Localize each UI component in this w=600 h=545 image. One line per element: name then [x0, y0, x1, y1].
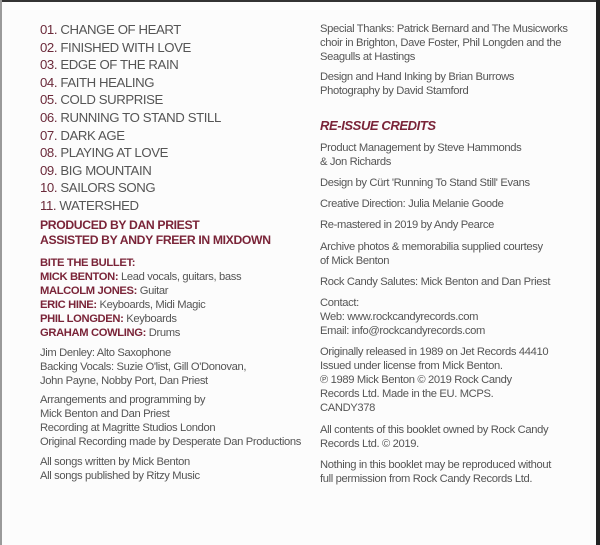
songwriting-credits — [40, 455, 200, 483]
track-number: 03. — [40, 57, 58, 73]
text-line: Issued under license from Mick Benton. — [320, 360, 503, 372]
special-thanks — [320, 22, 568, 64]
text-line: Photography by David Stamford — [320, 85, 469, 97]
track-number: 07. — [40, 127, 58, 143]
track-item — [40, 109, 221, 127]
member-name: ERIC HINE: — [40, 299, 97, 311]
track-item — [40, 179, 221, 197]
track-number: 09. — [40, 162, 58, 178]
guest-musicians — [40, 346, 246, 388]
text-line: All songs published by Ritzy Music — [40, 470, 200, 482]
member-role: Drums — [146, 327, 180, 339]
text-line: Design and Hand Inking by Brian Burrows — [320, 71, 515, 83]
track-title: EDGE OF THE RAIN — [60, 57, 179, 73]
member-name: MALCOLM JONES: — [40, 285, 138, 297]
track-number: 10. — [40, 180, 58, 196]
ownership-notice — [320, 423, 548, 451]
track-title: BIG MOUNTAIN — [60, 162, 152, 178]
track-title: WATERSHED — [59, 197, 139, 213]
track-item — [40, 74, 221, 92]
track-item — [40, 127, 221, 145]
track-title: PLAYING AT LOVE — [60, 145, 169, 161]
member-name: PHIL LONGDEN: — [40, 313, 124, 325]
track-item — [40, 197, 221, 215]
design-credits — [320, 70, 514, 98]
text-line: All songs written by Mick Benton — [40, 456, 190, 468]
text-line: All contents of this booklet owned by Rock Candy — [320, 424, 549, 436]
track-title: COLD SURPRISE — [60, 92, 163, 108]
track-item — [40, 56, 221, 74]
product-management — [320, 141, 521, 169]
text-line: Seagulls at Hastings — [320, 51, 415, 63]
track-number: 04. — [40, 74, 58, 90]
producer-line: PRODUCED BY DAN PRIEST — [40, 218, 200, 232]
track-number: 11. — [40, 197, 57, 213]
scan-edge-right — [596, 0, 600, 545]
track-item — [40, 39, 221, 57]
text-line: Jim Denley: Alto Saxophone — [40, 347, 171, 359]
track-item — [40, 21, 221, 39]
text-line: Backing Vocals: Suzie O'list, Gill O'Donovan, — [40, 361, 247, 373]
band-lineup — [40, 256, 241, 340]
track-number: 01. — [40, 22, 58, 37]
track-item — [40, 91, 221, 109]
track-number: 05. — [40, 92, 58, 108]
track-title: DARK AGE — [60, 127, 125, 143]
text-line: Originally released in 1989 on Jet Records 44410 — [320, 346, 549, 358]
member-role: Lead vocals, guitars, bass — [118, 271, 242, 283]
member-line — [40, 326, 241, 340]
email-link[interactable]: Email: info@rockcandyrecords.com — [320, 325, 485, 337]
text-line: Nothing in this booklet may be reproduced without — [320, 459, 551, 471]
member-line — [40, 270, 241, 284]
track-item — [40, 162, 221, 180]
text-line: Original Recording made by Desperate Dan Productions — [40, 436, 302, 448]
text-line: John Payne, Nobby Port, Dan Priest — [40, 375, 208, 387]
track-title: CHANGE OF HEART — [60, 22, 181, 37]
salutes-line: Rock Candy Salutes: Mick Benton and Dan Priest — [320, 276, 551, 288]
text-line: Records Ltd. © 2019. — [320, 438, 419, 450]
member-line — [40, 284, 241, 298]
track-number: 02. — [40, 39, 58, 55]
member-line — [40, 298, 241, 312]
production-credits — [40, 218, 271, 248]
track-number: 08. — [40, 145, 58, 161]
track-title: RUNNING TO STAND STILL — [60, 109, 221, 125]
track-number: 06. — [40, 109, 58, 125]
recording-credits — [40, 393, 301, 449]
member-role: Keyboards, Midi Magic — [96, 299, 206, 311]
member-name: GRAHAM COWLING: — [40, 327, 146, 339]
text-line: full permission from Rock Candy Records Ltd. — [320, 473, 533, 485]
text-line: of Mick Benton — [320, 255, 390, 267]
band-name: BITE THE BULLET: — [40, 257, 136, 269]
track-title: FAITH HEALING — [60, 74, 155, 90]
text-line: Product Management by Steve Hammonds — [320, 142, 522, 154]
remaster-credit: Re-mastered in 2019 by Andy Pearce — [320, 219, 495, 231]
scan-edge-left — [0, 0, 2, 545]
track-list — [40, 21, 221, 215]
text-line: Mick Benton and Dan Priest — [40, 408, 170, 420]
reproduction-notice — [320, 458, 551, 486]
assistant-line: ASSISTED BY ANDY FREER IN MIXDOWN — [40, 233, 271, 247]
member-role: Guitar — [137, 285, 169, 297]
scan-edge-top — [0, 0, 600, 2]
track-item — [40, 144, 221, 162]
contact-label: Contact: — [320, 297, 359, 309]
reissue-design: Design by Cürt 'Running To Stand Still' Evans — [320, 177, 530, 189]
web-link[interactable]: Web: www.rockcandyrecords.com — [320, 311, 479, 323]
creative-direction: Creative Direction: Julia Melanie Goode — [320, 198, 504, 210]
member-role: Keyboards — [123, 313, 177, 325]
archive-credit — [320, 240, 543, 268]
text-line: Recording at Magritte Studios London — [40, 422, 216, 434]
member-name: MICK BENTON: — [40, 271, 119, 283]
text-line: ℗ 1989 Mick Benton © 2019 Rock Candy — [320, 374, 512, 386]
text-line: Records Ltd. Made in the EU. MCPS. — [320, 388, 494, 400]
text-line: & Jon Richards — [320, 156, 391, 168]
release-info — [320, 345, 548, 415]
text-line: Special Thanks: Patrick Bernard and The Musicworks — [320, 23, 568, 35]
contact-info — [320, 296, 485, 338]
member-line — [40, 312, 241, 326]
track-title: SAILORS SONG — [60, 180, 156, 196]
text-line: Archive photos & memorabilia supplied courtesy — [320, 241, 543, 253]
track-title: FINISHED WITH LOVE — [60, 39, 191, 55]
reissue-heading: RE-ISSUE CREDITS — [320, 118, 436, 133]
text-line: Arrangements and programming by — [40, 394, 206, 406]
text-line: choir in Brighton, Dave Foster, Phil Longden and the — [320, 37, 562, 49]
catalog-number: CANDY378 — [320, 402, 376, 414]
